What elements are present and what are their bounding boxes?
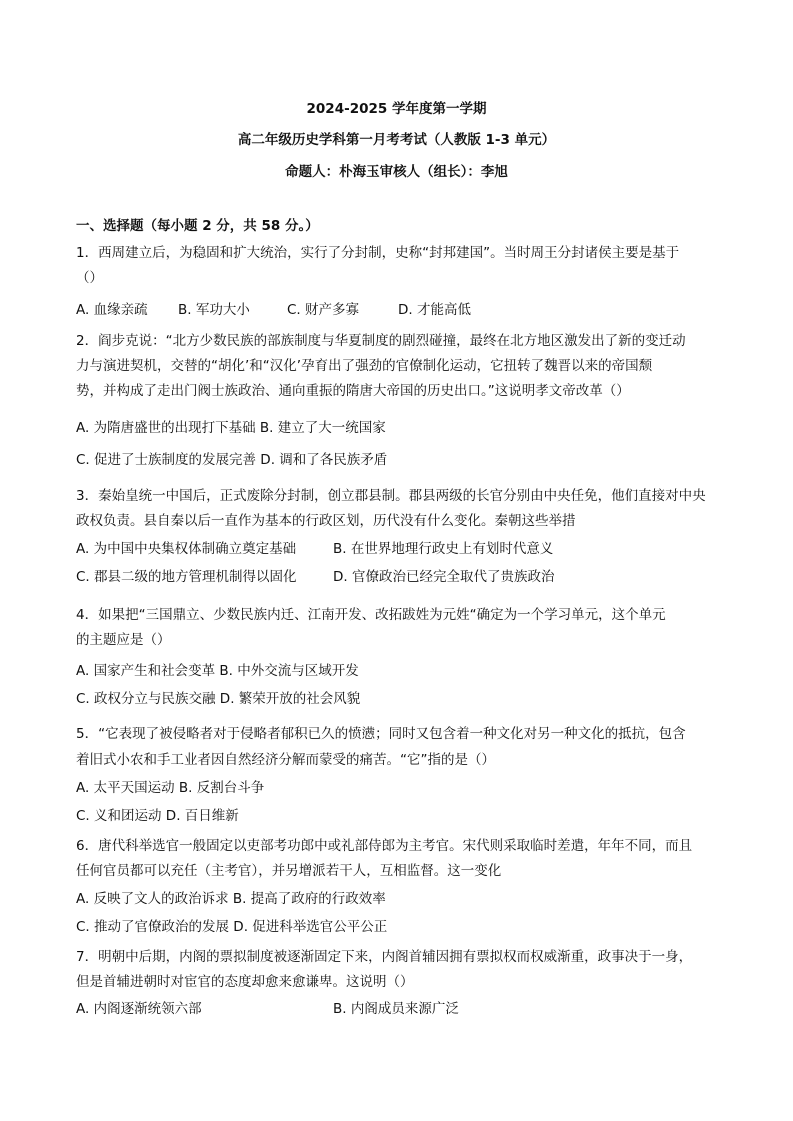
question-3-stem-cont: 政权负责。县自秦以后一直作为基本的行政区划，历代没有什么变化。秦朝这些举措 [76, 513, 576, 529]
question-1-option-d[interactable]: D. 才能高低 [398, 302, 471, 318]
question-6-stem: 6．唐代科举选官一般固定以吏部考功郎中或礼部侍郎为主考官。宋代则采取临时差遣，年年不同，而且 [76, 838, 693, 854]
section-heading: 一、选择题（每小题 2 分，共 58 分。） [76, 218, 319, 234]
exam-title: 高二年级历史学科第一月考考试（人教版 1-3 单元） [237, 132, 556, 148]
question-7-option-a[interactable]: A. 内阁逐渐统领六部 [76, 1001, 202, 1017]
question-6-options-ab[interactable]: A. 反映了文人的政治诉求 B. 提高了政府的行政效率 [76, 891, 386, 907]
question-3-option-a[interactable]: A. 为中国中央集权体制确立奠定基础 [76, 541, 297, 557]
question-4-stem: 4．如果把“三国鼎立、少数民族内迁、江南开发、改拓跋姓为元姓“确定为一个学习单元，这个单元 [76, 607, 666, 623]
question-5-stem-cont: 着旧式小农和手工业者因自然经济分解而蒙受的痛苦。“它”指的是（） [76, 752, 495, 768]
question-3-option-d[interactable]: D. 官僚政治已经完全取代了贵族政治 [333, 569, 555, 585]
question-6-options-cd[interactable]: C. 推动了官僚政治的发展 D. 促进科举选官公平公正 [76, 919, 388, 935]
question-5-stem: 5．“它表现了被侵略者对于侵略者郁积已久的愤懑；同时又包含着一种文化对另一种文化的抵抗，包含 [76, 726, 686, 742]
question-4-stem-cont: 的主题应是（） [76, 632, 171, 648]
question-2-stem: 2．阎步克说：“北方少数民族的部族制度与华夏制度的剧烈碰撞，最终在北方地区激发出了新的变迁动 [76, 333, 686, 349]
question-6-stem-cont: 任何官员都可以充任（主考官），并另增派若干人，互相监督。这一变化 [76, 863, 502, 879]
question-5-options-ab[interactable]: A. 太平天国运动 B. 反割台斗争 [76, 780, 265, 796]
question-2-stem-cont: 势，并构成了走出门阀士族政治、通向重振的隋唐大帝国的历史出口。”这说明孝文帝改革（） [76, 383, 630, 399]
exam-authors: 命题人：朴海玉审核人（组长）：李旭 [285, 164, 508, 180]
school-year: 2024-2025 学年度第一学期 [306, 101, 487, 117]
question-5-options-cd[interactable]: C. 义和团运动 D. 百日维新 [76, 808, 239, 824]
question-2-options-cd[interactable]: C. 促进了士族制度的发展完善 D. 调和了各民族矛盾 [76, 452, 388, 468]
question-1-stem: 1．西周建立后，为稳固和扩大统治，实行了分封制，史称“封邦建国”。当时周王分封诸侯主要是基于 [76, 245, 680, 261]
question-1-option-b[interactable]: B. 军功大小 [178, 302, 250, 318]
question-4-options-ab[interactable]: A. 国家产生和社会变革 B. 中外交流与区域开发 [76, 663, 359, 679]
question-2-stem-cont: 力与演进契机，交替的“胡化’和“汉化’孕育出了强劲的官僚制化运动，它扭转了魏晋以来的帝国颓 [76, 358, 653, 374]
question-3-stem: 3．秦始皇统一中国后，正式废除分封制，创立郡县制。郡县两级的长官分别由中央任免，他们直接对中央 [76, 488, 706, 504]
question-7-stem: 7．明朝中后期，内阁的票拟制度被逐渐固定下来，内阁首辅因拥有票拟权而权威渐重，政事决于一身， [76, 949, 693, 965]
question-1-option-c[interactable]: C. 财产多寡 [287, 302, 360, 318]
question-2-options-ab[interactable]: A. 为隋唐盛世的出现打下基础 B. 建立了大一统国家 [76, 420, 386, 436]
question-1-stem-cont: （） [76, 270, 103, 286]
question-1-option-a[interactable]: A. 血缘亲疏 [76, 302, 148, 318]
question-7-option-b[interactable]: B. 内阁成员来源广泛 [333, 1001, 459, 1017]
question-3-option-c[interactable]: C. 郡县二级的地方管理机制得以固化 [76, 569, 297, 585]
question-3-option-b[interactable]: B. 在世界地理行政史上有划时代意义 [333, 541, 554, 557]
question-4-options-cd[interactable]: C. 政权分立与民族交融 D. 繁荣开放的社会风貌 [76, 691, 361, 707]
question-7-stem-cont: 但是首辅进朝时对宦官的态度却愈来愈谦卑。这说明（） [76, 974, 414, 990]
